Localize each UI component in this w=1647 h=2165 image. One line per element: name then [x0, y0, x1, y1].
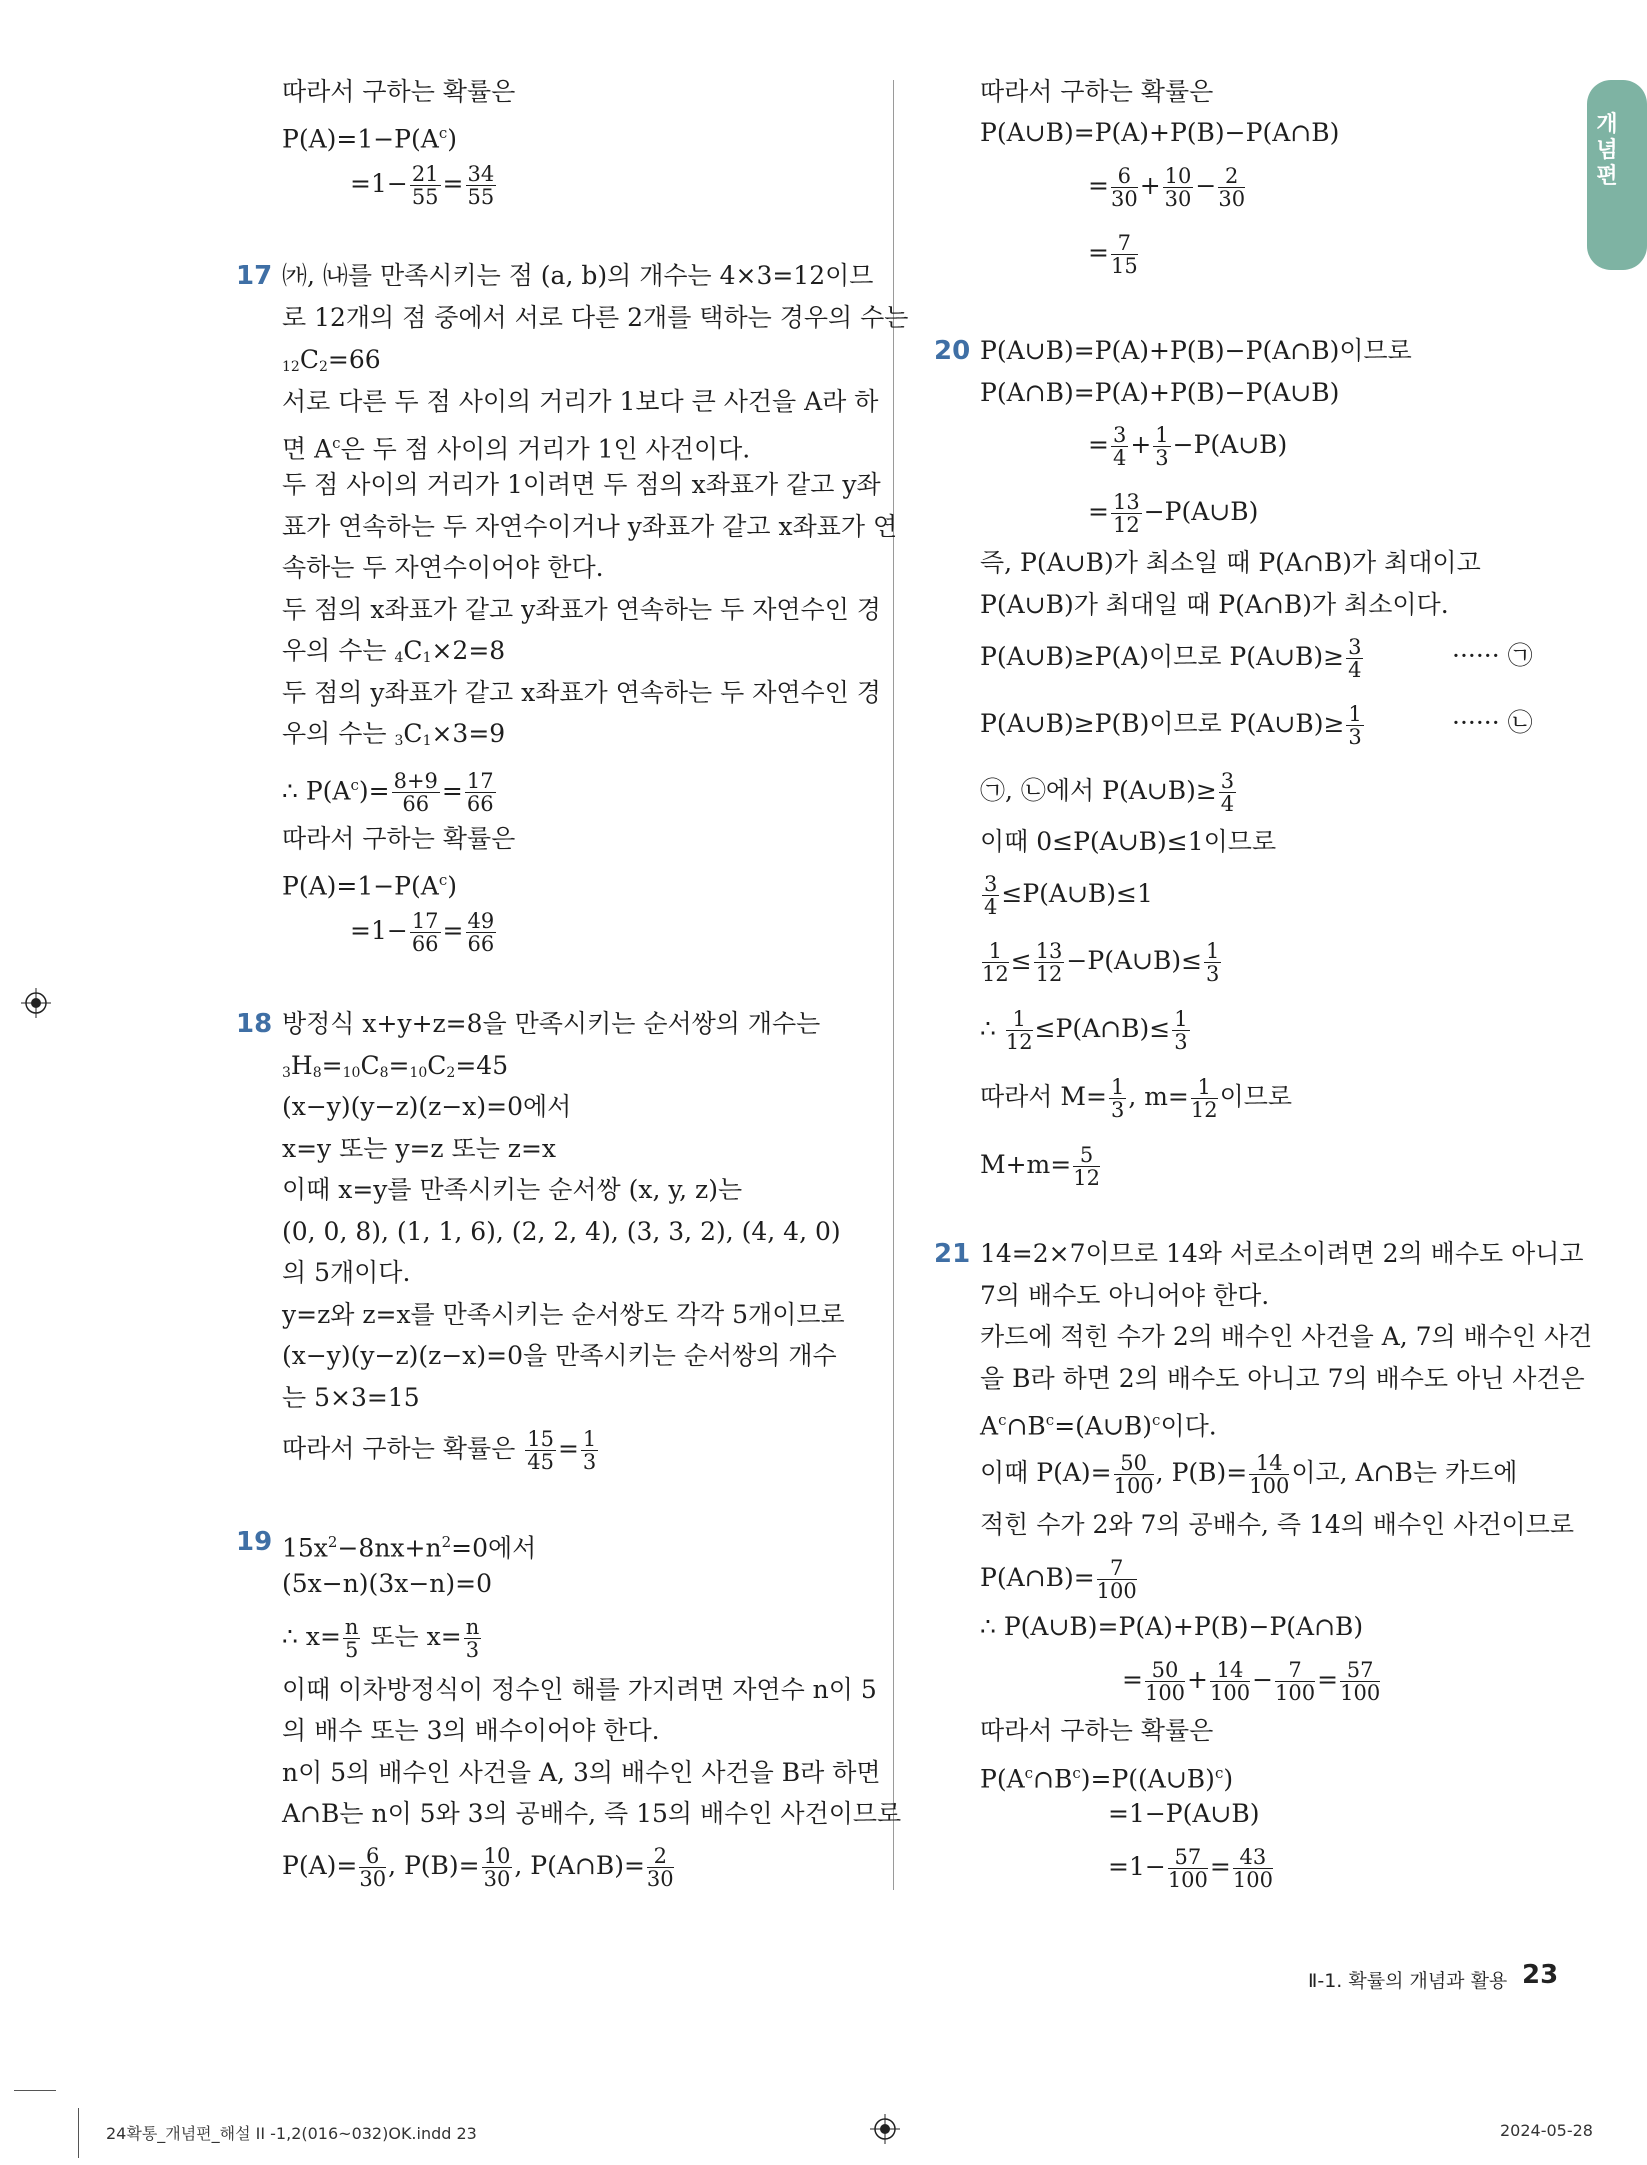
fraction: $\frac{57}{100}$ — [1340, 1658, 1381, 1705]
fraction: $\frac{10}{30}$ — [1164, 164, 1192, 211]
math-line: x=y 또는 y=z 또는 z=x — [282, 1134, 557, 1163]
text-line: 로 12개의 점 중에서 서로 다른 2개를 택하는 경우의 수는 — [282, 303, 909, 332]
math-line: P(A∪B)≥P(A)이므로 P(A∪B)≥ $\frac{3}{4}$ — [980, 635, 1362, 682]
math-line: $P(A^c\cap B^c)=P((A\cup B)^c)$ — [980, 1764, 1234, 1794]
math-line: (x−y)(y−z)(z−x)=0에서 — [282, 1092, 572, 1121]
fraction: $\frac{13}{12}$ — [1035, 939, 1063, 986]
math-line: 이때 0≤P(A∪B)≤1이므로 — [980, 827, 1277, 856]
fraction: $\frac{1}{3}$ — [1206, 939, 1220, 986]
math-line: ∴ $\frac{1}{12}$ ≤P(A∩B)≤ $\frac{1}{3}$ — [980, 1007, 1188, 1054]
text-line: 따라서 구하는 확률은 — [980, 1716, 1214, 1745]
fraction: $\frac{7}{15}$ — [1110, 231, 1138, 278]
math-line: $\frac{3}{4}$ ≤P(A∪B)≤1 — [984, 872, 1153, 919]
fraction: $\frac{1}{3}$ — [1110, 1075, 1125, 1122]
text-line: 이때 이차방정식이 정수인 해를 가지려면 자연수 n이 5 — [282, 1675, 877, 1704]
fraction: $\frac{14}{100}$ — [1210, 1658, 1251, 1705]
text-line: 표가 연속하는 두 자연수이거나 y좌표가 같고 x좌표가 연 — [282, 512, 898, 541]
text-line: 7의 배수도 아니어야 한다. — [980, 1281, 1270, 1310]
fraction: $\frac{n}{5}$ — [344, 1615, 359, 1662]
fraction: $\frac{8+9}{66}$ — [393, 769, 438, 817]
math-line: $_3H_8=_{10}C_8=_{10}C_2=45$ — [282, 1051, 509, 1081]
fraction: $\frac{1}{3}$ — [1348, 702, 1362, 749]
text-line: 두 점 사이의 거리가 1이려면 두 점의 x좌표가 같고 y좌 — [282, 470, 881, 499]
math-line: $15x^2-8nx+n^2=0$에서 — [282, 1533, 537, 1563]
fraction: $\frac{21}{55}$ — [411, 162, 439, 209]
column-divider — [893, 80, 894, 1890]
math-line: P(A∪B)≥P(B)이므로 P(A∪B)≥ $\frac{1}{3}$ — [980, 702, 1362, 749]
fraction: $\frac{49}{66}$ — [467, 909, 495, 956]
math-line: P(A∩B)=P(A)+P(B)−P(A∪B) — [980, 378, 1340, 407]
math-line: = $\frac{13}{12}$ −P(A∪B) — [1088, 490, 1259, 537]
equation-tag: ······ ㉠ — [1452, 641, 1533, 670]
fraction: $\frac{10}{30}$ — [483, 1844, 511, 1891]
problem-number: 19 — [236, 1527, 273, 1557]
fraction: $\frac{1}{3}$ — [582, 1427, 597, 1474]
math-line: =1− $\frac{57}{100}$ = $\frac{43}{100}$ — [1108, 1845, 1273, 1892]
fraction: $\frac{57}{100}$ — [1167, 1845, 1208, 1892]
crop-mark — [78, 2108, 79, 2158]
text-line: ㈎, ㈏를 만족시키는 점 (a, b)의 개수는 4×3=12이므 — [282, 261, 874, 290]
text-line: 는 5×3=15 — [282, 1383, 420, 1412]
page-number: 23 — [1522, 1960, 1559, 1990]
fraction: $\frac{14}{100}$ — [1249, 1451, 1290, 1498]
text-line: 즉, P(A∪B)가 최소일 때 P(A∩B)가 최대이고 — [980, 548, 1481, 577]
math-line: (0, 0, 8), (1, 1, 6), (2, 2, 4), (3, 3, 2), (4, 4, 0) — [282, 1217, 841, 1246]
math-line: = $\frac{50}{100}$ + $\frac{14}{100}$ − $\frac{7}{100}$ = $\frac{57}{100}$ — [1122, 1658, 1381, 1705]
fraction: $\frac{3}{4}$ — [984, 872, 998, 919]
fraction: $\frac{n}{3}$ — [465, 1615, 480, 1662]
math-line: 우의 수는 $_4C_1\times 2=8$ — [282, 636, 506, 666]
math-line: M+m= $\frac{5}{12}$ — [980, 1143, 1100, 1190]
fraction: $\frac{1}{3}$ — [1174, 1007, 1188, 1054]
problem-number: 17 — [236, 261, 273, 291]
math-line: = $\frac{6}{30}$ + $\frac{10}{30}$ − $\frac{2}{30}$ — [1088, 164, 1246, 211]
fraction: $\frac{7}{100}$ — [1275, 1658, 1316, 1705]
math-line: $A^c\cap B^c=(A\cup B)^c$이다. — [980, 1411, 1217, 1441]
crop-mark — [14, 2090, 56, 2091]
equation-tag: ······ ㉡ — [1452, 708, 1533, 737]
text-line: 따라서 구하는 확률은 — [282, 77, 516, 106]
text-line: 을 B라 하면 2의 배수도 아니고 7의 배수도 아닌 사건은 — [980, 1364, 1585, 1393]
math-line: 우의 수는 $_3C_1\times 3=9$ — [282, 719, 506, 749]
math-line: P(A)= $\frac{6}{30}$ , P(B)= $\frac{10}{30}$ , P(A∩B)= $\frac{2}{30}$ — [282, 1844, 674, 1891]
fraction: $\frac{1}{12}$ — [1190, 1075, 1218, 1122]
math-line: =1− $\frac{17}{66}$ = $\frac{49}{66}$ — [350, 909, 495, 956]
math-line: $P(A)=1-P(A^c)$ — [282, 871, 457, 901]
print-date: 2024-05-28 — [1500, 2121, 1593, 2140]
math-line: ∴ P(A∪B)=P(A)+P(B)−P(A∩B) — [980, 1612, 1364, 1641]
fraction: $\frac{3}{4}$ — [1112, 423, 1127, 470]
fraction: $\frac{13}{12}$ — [1112, 490, 1140, 537]
fraction: $\frac{6}{30}$ — [1110, 164, 1138, 211]
fraction: $\frac{3}{4}$ — [1220, 769, 1235, 816]
math-line: 따라서 M= $\frac{1}{3}$ , m= $\frac{1}{12}$ 이므로 — [980, 1075, 1293, 1122]
math-line: 이때 P(A)= $\frac{50}{100}$ , P(B)= $\frac{14}{100}$ 이고, A∩B는 카드에 — [980, 1451, 1518, 1498]
text-line: n이 5의 배수인 사건을 A, 3의 배수인 사건을 B라 하면 — [282, 1758, 881, 1787]
text-line: 따라서 구하는 확률은 — [980, 77, 1214, 106]
text-line: 따라서 구하는 확률은 — [282, 824, 516, 853]
text-line: 면 $A^c$은 두 점 사이의 거리가 1인 사건이다. — [282, 434, 751, 464]
text-line: A∩B는 n이 5와 3의 공배수, 즉 15의 배수인 사건이므로 — [282, 1799, 902, 1828]
fraction: $\frac{1}{12}$ — [1005, 1007, 1033, 1054]
text-line: 적힌 수가 2와 7의 공배수, 즉 14의 배수인 사건이므로 — [980, 1510, 1574, 1539]
math-line: $_{12}C_2=66$ — [282, 345, 381, 375]
fraction: $\frac{2}{30}$ — [646, 1844, 674, 1891]
text-line: 의 배수 또는 3의 배수이어야 한다. — [282, 1716, 660, 1745]
fraction: $\frac{50}{100}$ — [1144, 1658, 1186, 1705]
side-tab-label: 개념편 — [1596, 112, 1618, 189]
text-line: 카드에 적힌 수가 2의 배수인 사건을 A, 7의 배수인 사건 — [980, 1322, 1593, 1351]
registration-mark-icon — [21, 988, 51, 1018]
print-file-info: 24확통_개념편_해설 II -1,2(016~032)OK.indd 23 — [106, 2124, 477, 2143]
fraction: $\frac{7}{100}$ — [1096, 1556, 1137, 1603]
registration-mark-icon — [870, 2114, 900, 2144]
math-line: P(A∪B)=P(A)+P(B)−P(A∩B)이므로 — [980, 336, 1412, 365]
fraction: $\frac{17}{66}$ — [411, 909, 439, 956]
problem-number: 21 — [934, 1239, 971, 1269]
text-line: 이때 x=y를 만족시키는 순서쌍 (x, y, z)는 — [282, 1175, 743, 1204]
math-line: (5x−n)(3x−n)=0 — [282, 1569, 492, 1598]
math-line: $P(A)=1-P(A^c)$ — [282, 124, 457, 154]
text-line: 속하는 두 자연수이어야 한다. — [282, 553, 604, 582]
math-line: ㉠, ㉡에서 P(A∪B)≥ $\frac{3}{4}$ — [980, 769, 1235, 816]
text-line: (x−y)(y−z)(z−x)=0을 만족시키는 순서쌍의 개수 — [282, 1341, 837, 1370]
fraction: $\frac{1}{3}$ — [1155, 423, 1169, 470]
text-line: 방정식 x+y+z=8을 만족시키는 순서쌍의 개수는 — [282, 1009, 821, 1038]
text-line: 의 5개이다. — [282, 1258, 411, 1287]
fraction: $\frac{5}{12}$ — [1073, 1143, 1100, 1190]
fraction: $\frac{2}{30}$ — [1218, 164, 1246, 211]
fraction: $\frac{17}{66}$ — [466, 769, 494, 817]
fraction: $\frac{43}{100}$ — [1232, 1845, 1273, 1892]
math-line: ∴ x= $\frac{n}{5}$ 또는 x= $\frac{n}{3}$ — [282, 1615, 480, 1662]
math-line: $\frac{1}{12}$ ≤ $\frac{13}{12}$ −P(A∪B)≤ $\frac{1}{3}$ — [982, 939, 1220, 986]
math-line: 따라서 구하는 확률은 $\frac{15}{45}$ = $\frac{1}{3}$ — [282, 1427, 597, 1474]
fraction: $\frac{50}{100}$ — [1113, 1451, 1154, 1498]
math-line: =1− $\frac{21}{55}$ = $\frac{34}{55}$ — [350, 162, 495, 209]
fraction: $\frac{1}{12}$ — [982, 939, 1009, 986]
fraction: $\frac{3}{4}$ — [1348, 635, 1362, 682]
math-line: = $\frac{3}{4}$ + $\frac{1}{3}$ −P(A∪B) — [1088, 423, 1288, 470]
text-line: 두 점의 x좌표가 같고 y좌표가 연속하는 두 자연수인 경 — [282, 595, 881, 624]
math-line: P(A∩B)= $\frac{7}{100}$ — [980, 1556, 1137, 1603]
text-line: 14=2×7이므로 14와 서로소이려면 2의 배수도 아니고 — [980, 1239, 1584, 1268]
footer-section-title: Ⅱ-1. 확률의 개념과 활용 — [1308, 1970, 1508, 1992]
text-line: 두 점의 y좌표가 같고 x좌표가 연속하는 두 자연수인 경 — [282, 678, 881, 707]
math-line: = $\frac{7}{15}$ — [1088, 231, 1138, 278]
math-line: =1−P(A∪B) — [1108, 1799, 1260, 1828]
math-line: P(A∪B)=P(A)+P(B)−P(A∩B) — [980, 118, 1340, 147]
fraction: $\frac{15}{45}$ — [527, 1427, 554, 1474]
problem-number: 20 — [934, 336, 971, 366]
text-line: P(A∪B)가 최대일 때 P(A∩B)가 최소이다. — [980, 590, 1449, 619]
text-line: y=z와 z=x를 만족시키는 순서쌍도 각각 5개이므로 — [282, 1300, 845, 1329]
math-line: ∴ $P(A^c)=$ $\frac{8+9}{66}$ = $\frac{17}{66}$ — [282, 769, 494, 817]
fraction: $\frac{34}{55}$ — [467, 162, 495, 209]
text-line: 서로 다른 두 점 사이의 거리가 1보다 큰 사건을 A라 하 — [282, 387, 879, 416]
fraction: $\frac{6}{30}$ — [359, 1844, 387, 1891]
problem-number: 18 — [236, 1009, 273, 1039]
